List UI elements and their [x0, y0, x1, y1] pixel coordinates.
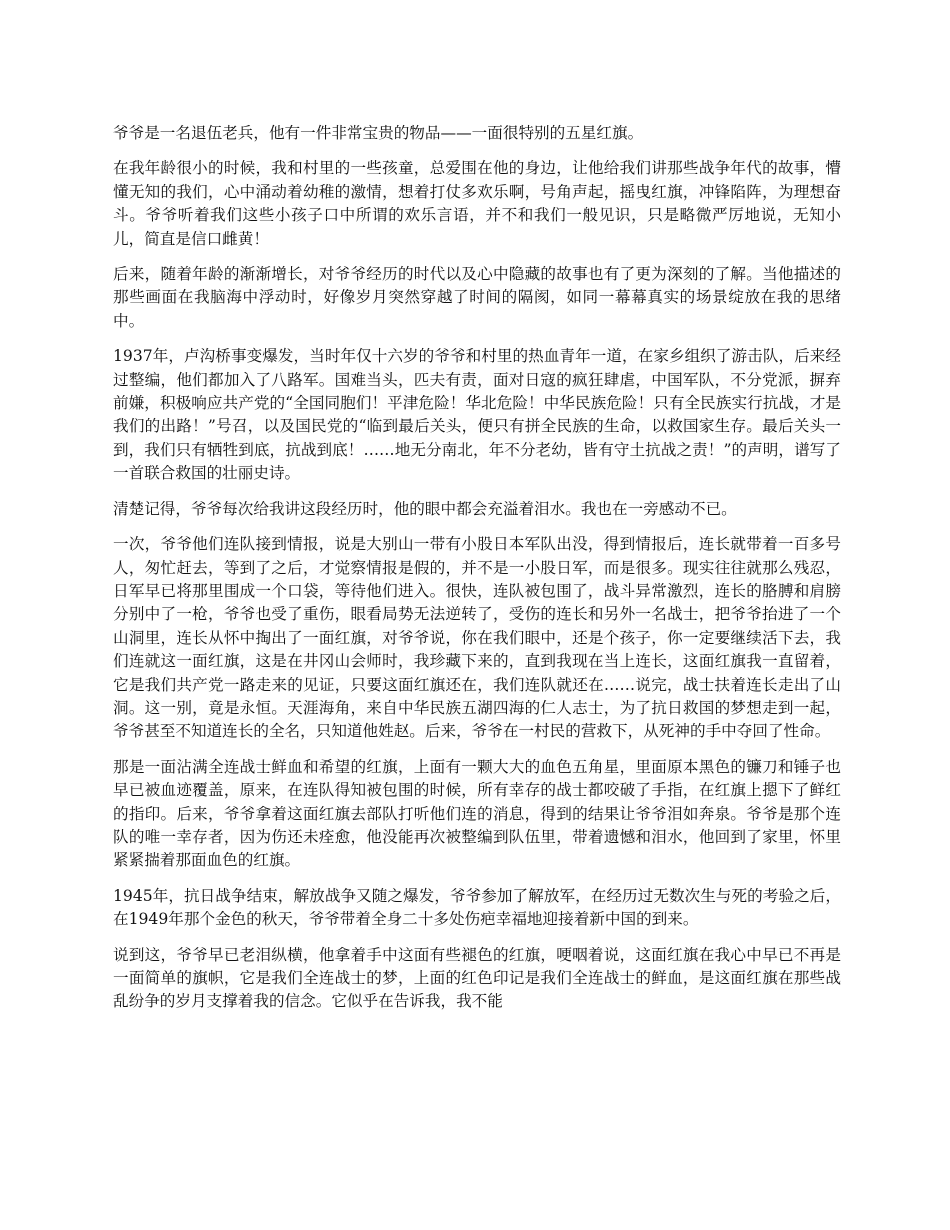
paragraph-2: 在我年龄很小的时候，我和村里的一些孩童，总爱围在他的身边，让他给我们讲那些战争年代的故事，懵懂无知的我们，心中涌动着幼稚的激情，想着打仗多欢乐啊，号角声起，摇曳红旗，冲锋陷阵，为理想奋斗。爷爷听着我们这些小孩子口中所谓的欢乐言语，并不和我们一般见识，只是略微严厉地说，无知小儿，简直是信口雌黄！: [113, 159, 841, 248]
paragraph-5: 清楚记得，爷爷每次给我讲这段经历时，他的眼中都会充溢着泪水。我也在一旁感动不已。: [113, 499, 737, 518]
paragraph-9: 说到这，爷爷早已老泪纵横，他拿着手中这面有些褪色的红旗，哽咽着说，这面红旗在我心中早已不再是一面简单的旗帜，它是我们全连战士的梦，上面的红色印记是我们全连战士的鲜血，是这面红旗在那些战乱纷争的岁月支撑着我的信念。它似乎在告诉我，我不能: [113, 945, 841, 1011]
paragraph-7: 那是一面沾满全连战士鲜血和希望的红旗，上面有一颗大大的血色五角星，里面原本黑色的镰刀和锤子也早已被血迹覆盖，原来，在连队得知被包围的时候，所有幸存的战士都咬破了手指，在红旗上摁下了鲜红的指印。后来，爷爷拿着这面红旗去部队打听他们连的消息，得到的结果让爷爷泪如奔泉。爷爷是那个连队的唯一幸存者，因为伤还未痊愈，他没能再次被整编到队伍里，带着遗憾和泪水，他回到了家里，怀里紧紧揣着那面血色的红旗。: [113, 757, 841, 870]
paragraph-8: 1945年，抗日战争结束，解放战争又随之爆发，爷爷参加了解放军，在经历过无数次生与死的考验之后，在1949年那个金色的秋天，爷爷带着全身二十多处伤疤幸福地迎接着新中国的到来。: [113, 886, 841, 929]
paragraph-4: 1937年，卢沟桥事变爆发，当时年仅十六岁的爷爷和村里的热血青年一道，在家乡组织了游击队，后来经过整编，他们都加入了八路军。国难当头，匹夫有责，面对日寇的疯狂肆虐，中国军队，不分党派，摒弃前嫌，积极响应共产党的“全国同胞们！平津危险！华北危险！中华民族危险！只有全民族实行抗战，才是我们的出路！”号召，以及国民党的“临到最后关头，便只有拼全民族的生命，以救国家生存。最后关头一到，我们只有牺牲到底，抗战到底！……地无分南北，年不分老幼，皆有守土抗战之责！”的声明，谱写了一首联合救国的壮丽史诗。: [113, 347, 841, 483]
document-body: [113, 122, 841, 1026]
paragraph-3: 后来，随着年龄的渐渐增长，对爷爷经历的时代以及心中隐藏的故事也有了更为深刻的了解。当他描述的那些画面在我脑海中浮动时，好像岁月突然穿越了时间的隔阂，如同一幕幕真实的场景绽放在我的思绪中。: [113, 265, 841, 330]
paragraph-6: 一次，爷爷他们连队接到情报，说是大别山一带有小股日本军队出没，得到情报后，连长就带着一百多号人，匆忙赶去，等到了之后，才觉察情报是假的，并不是一小股日军，而是很多。现实往往就那么残忍，日军早已将那里围成一个口袋，等待他们进入。很快，连队被包围了，战斗异常激烈，连长的胳膊和肩膀分别中了一枪，爷爷也受了重伤，眼看局势无法逆转了，受伤的连长和另外一名战士，把爷爷抬进了一个山洞里，连长从怀中掏出了一面红旗，对爷爷说，你在我们眼中，还是个孩子，你一定要继续活下去，我们连就这一面红旗，这是在井冈山会师时，我珍藏下来的，直到我现在当上连长，这面红旗我一直留着，它是我们共产党一路走来的见证，只要这面红旗还在，我们连队就还在……说完，战士扶着连长走出了山洞。这一别，竟是永恒。天涯海角，来自中华民族五湖四海的仁人志士，为了抗日救国的梦想走到一起，爷爷甚至不知道连长的全名，只知道他姓赵。后来，爷爷在一村民的营救下，从死神的手中夺回了性命。: [113, 535, 841, 741]
paragraph-1: 爷爷是一名退伍老兵，他有一件非常宝贵的物品——一面很特别的五星红旗。: [113, 124, 644, 142]
